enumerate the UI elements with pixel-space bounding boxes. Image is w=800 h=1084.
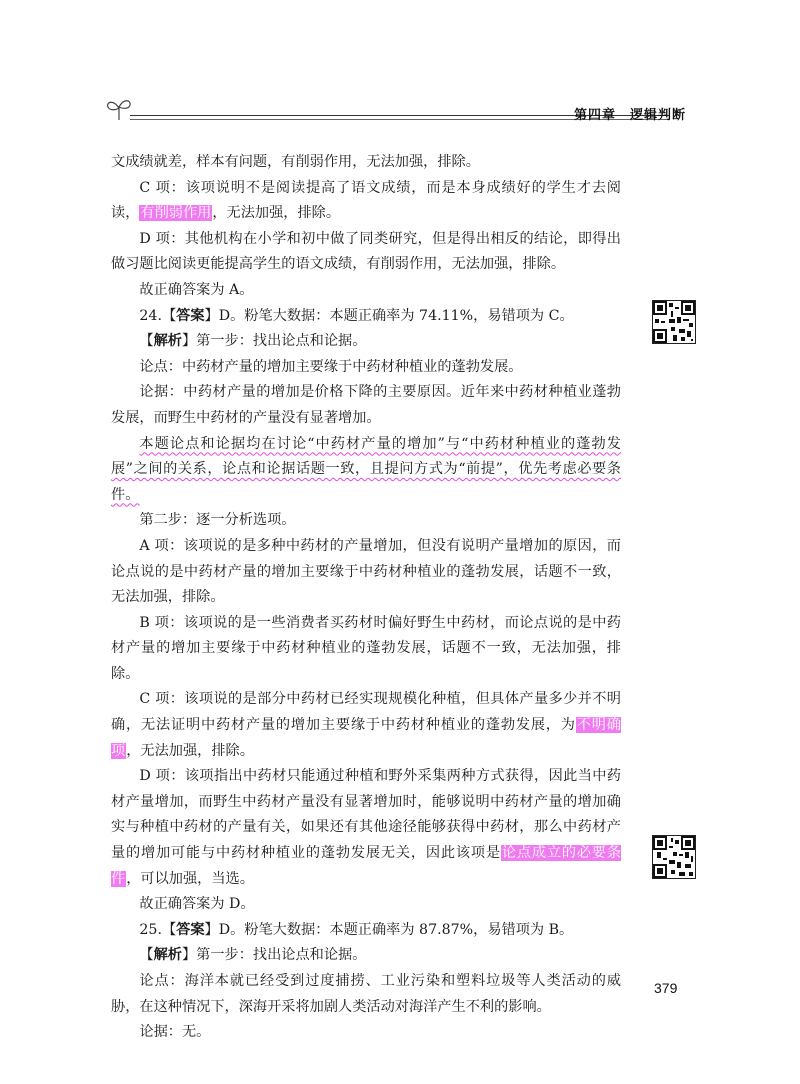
qr-code-24[interactable]: [652, 300, 696, 344]
paragraph: 论点：中药材产量的增加主要缘于中药材种植业的蓬勃发展。: [139, 358, 523, 375]
answer-text: 】D。粉笔大数据：本题正确率为 87.87%，易错项为 B。: [204, 921, 574, 938]
paragraph: [111, 764, 621, 892]
paragraph: 故正确答案为 D。: [139, 896, 255, 913]
paragraph: [111, 176, 621, 227]
page-content: [111, 150, 621, 1046]
text-run: ，可以加强，当选。: [126, 870, 254, 887]
analysis-text: 】第一步：找出论点和论据。: [181, 333, 367, 350]
text-run: ，无法加强，排除。: [126, 742, 254, 759]
qr-code-icon: [653, 836, 695, 878]
question-number: 25.【: [139, 921, 177, 938]
qr-code-icon: [653, 301, 695, 343]
chapter-number: 第四章: [573, 108, 616, 123]
question-24-analysis: [111, 329, 621, 355]
text-run: ，无法加强，排除。: [212, 205, 341, 222]
paragraph: [111, 432, 621, 509]
paragraph: 文成绩就差，样本有问题，有削弱作用，无法加强，排除。: [111, 154, 480, 170]
paragraph: 故正确答案为 A。: [139, 281, 254, 298]
text-run: C 项：该项说明不是阅读提高了语文成绩，而是本身成绩好的学生才去阅读，: [111, 179, 621, 222]
qr-code-25[interactable]: [652, 835, 696, 879]
text-run: D 项：该项指出中药材只能通过种植和野外采集两种方式获得，因此当中药材产量增加，而野生中药材产量没有显著增加时，能够说明中药材产量的增加确实与种植中药材的产量有关，如果还有其他途径能够获得中药材，那么中药材产量的增加可能与中药材种植业的蓬勃发展无关，因此该项是: [111, 768, 621, 862]
paragraph: [111, 687, 621, 764]
answer-label: 答案: [176, 921, 205, 938]
paragraph: D 项：其他机构在小学和初中做了同类研究，但是得出相反的结论，即得出做习题比阅读更能提高学生的语文成绩，有削弱作用，无法加强，排除。: [111, 230, 621, 273]
paragraph: B 项：该项说的是一些消费者买药材时偏好野生中药材，而论点说的是中药材产量的增加主要缘于中药材种植业的蓬勃发展，话题不一致，无法加强，排除。: [111, 614, 621, 682]
chapter-title: 逻辑判断: [629, 108, 686, 123]
paragraph: 论据：中药材产量的增加是价格下降的主要原因。近年来中药材种植业蓬勃发展，而野生中药材的产量没有显著增加。: [111, 384, 621, 426]
answer-text: 】D。粉笔大数据：本题正确率为 74.11%，易错项为 C。: [204, 307, 574, 324]
text-run: C 项：该项说的是部分中药材已经实现规模化种植，但具体产量多少并不明确，无法证明中药材产量的增加主要缘于中药材种植业的蓬勃发展，为: [111, 691, 621, 734]
paragraph: 论据：无。: [139, 1024, 211, 1041]
highlight: 论点成立的必要条件: [111, 845, 621, 887]
answer-label: 答案: [176, 307, 205, 324]
analysis-text: 】第一步：找出论点和论据。: [181, 947, 367, 964]
wavy-underline-text: 本题论点和论据均在讨论“中药材产量的增加”与“中药材种植业的蓬勃发展”之间的关系，论点和论据话题一致，且提问方式为“前提”，优先考虑必要条件。: [111, 435, 621, 503]
highlight: 不明确项: [111, 717, 621, 759]
analysis-label: 解析: [153, 947, 182, 964]
paragraph: 论点：海洋本就已经受到过度捕捞、工业污染和塑料垃圾等人类活动的威胁，在这种情况下，深海开采将加剧人类活动对海洋产生不利的影响。: [111, 973, 621, 1015]
bracket: 【: [139, 333, 154, 350]
paragraph: 第二步：逐一分析选项。: [139, 512, 296, 529]
question-25-analysis: [111, 943, 621, 969]
page-header: [100, 96, 700, 126]
bracket: 【: [139, 947, 154, 964]
paragraph: A 项：该项说的是多种中药材的产量增加，但没有说明产量增加的原因，而论点说的是中药材产量的增加主要缘于中药材种植业的蓬勃发展，话题不一致，无法加强，排除。: [111, 537, 621, 606]
question-24-answer: [111, 304, 621, 330]
page-number: 379: [654, 980, 678, 996]
chapter-label: [560, 104, 686, 123]
question-number: 24.【: [139, 307, 177, 324]
analysis-label: 解析: [153, 333, 182, 350]
question-25-answer: [111, 918, 621, 944]
highlight: 有削弱作用: [140, 205, 212, 222]
